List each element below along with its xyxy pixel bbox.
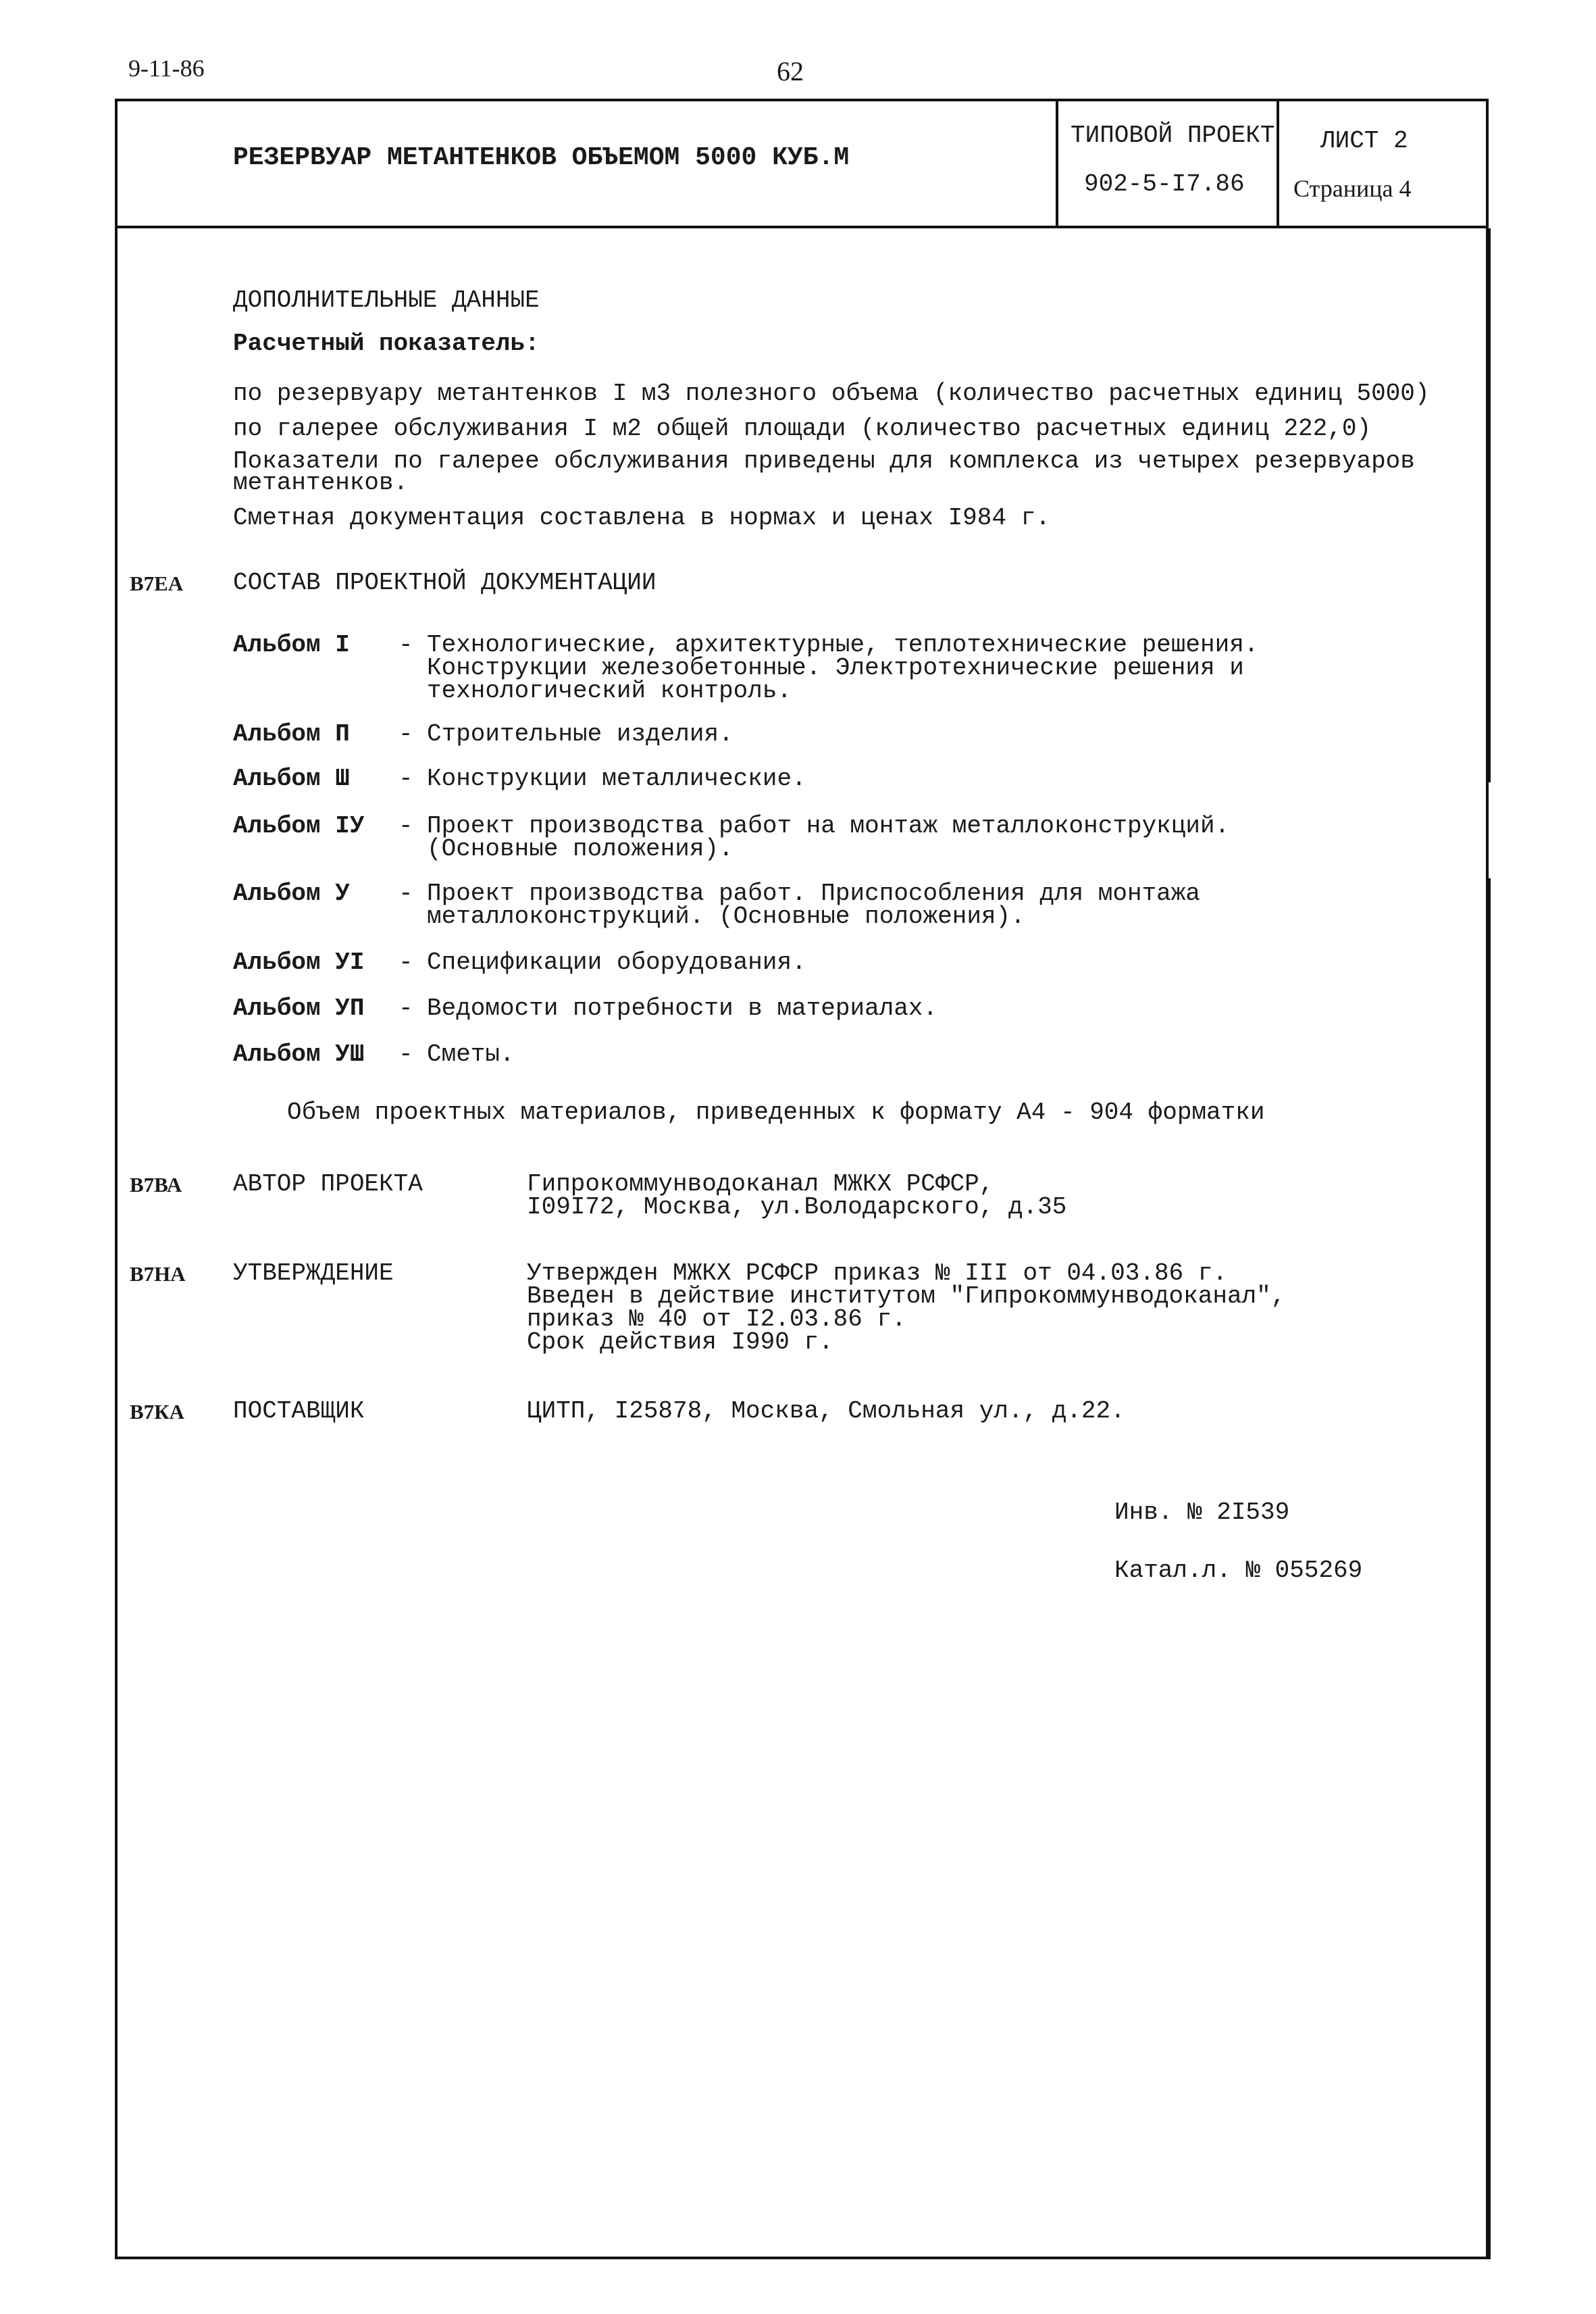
album-dash: - xyxy=(398,720,413,748)
additional-data-heading: ДОПОЛНИТЕЛЬНЫЕ ДАННЫЕ xyxy=(233,286,540,314)
composition-code: В7ЕА xyxy=(130,572,184,595)
album-dash: - xyxy=(398,995,413,1022)
album-description: Проект производства работ. Приспособления для монтажа металлоконструкций. (Основные положения). xyxy=(427,880,1200,930)
approval-label: УТВЕРЖДЕНИЕ xyxy=(233,1259,394,1287)
document-date: 9-11-86 xyxy=(128,55,205,82)
author-label: АВТОР ПРОЕКТА xyxy=(233,1170,423,1198)
album-dash: - xyxy=(398,880,413,907)
page-number: 62 xyxy=(777,56,804,86)
page-label: Страница 4 xyxy=(1293,175,1412,202)
inventory-number: Инв. № 2I539 xyxy=(1114,1499,1290,1526)
album-name: Альбом УШ xyxy=(233,1040,365,1068)
indicator-note-line-2: метантенков. xyxy=(233,469,409,497)
estimate-note: Сметная документация составлена в нормах и ценах I984 г. xyxy=(233,504,1050,532)
supplier-value: ЦИТП, I25878, Москва, Смольная ул., д.22. xyxy=(527,1397,1125,1425)
album-description: Сметы. xyxy=(427,1040,515,1068)
right-edge-mark-lower xyxy=(1486,878,1491,2259)
album-dash: - xyxy=(398,949,413,976)
album-name: Альбом УП xyxy=(233,995,365,1022)
sheet-label: ЛИСТ 2 xyxy=(1320,127,1408,155)
album-dash: - xyxy=(398,812,413,840)
indicator-label: Расчетный показатель: xyxy=(233,330,540,357)
header-column-divider-2 xyxy=(1277,99,1279,227)
album-name: Альбом I xyxy=(233,631,350,659)
project-number: 902-5-I7.86 xyxy=(1084,170,1245,198)
author-code: В7ВА xyxy=(130,1173,182,1197)
album-name: Альбом IУ xyxy=(233,812,365,840)
album-description: Ведомости потребности в материалах. xyxy=(427,995,938,1022)
composition-heading: СОСТАВ ПРОЕКТНОЙ ДОКУМЕНТАЦИИ xyxy=(233,569,657,597)
supplier-label: ПОСТАВЩИК xyxy=(233,1397,365,1425)
supplier-code: В7КА xyxy=(130,1400,185,1424)
document-title: РЕЗЕРВУАР МЕТАНТЕНКОВ ОБЪЕМОМ 5000 КУБ.М xyxy=(233,143,850,172)
right-edge-mark-upper xyxy=(1486,228,1491,782)
album-description: Спецификации оборудования. xyxy=(427,949,806,976)
approval-value: Утвержден МЖКХ РСФСР приказ № III от 04.03.86 г. Введен в действие институтом "Гипрокоммунводоканал", приказ № 40 от I2.03.86 г. Срок действия I990 г. xyxy=(527,1259,1286,1356)
indicator-line-1: по резервуару метантенков I м3 полезного объема (количество расчетных единиц 5000) xyxy=(233,380,1430,407)
album-description: Технологические, архитектурные, теплотехнические решения. Конструкции железобетонные. Электротехнические решения и технологический контроль. xyxy=(427,631,1259,705)
album-dash: - xyxy=(398,765,413,793)
album-dash: - xyxy=(398,631,413,659)
header-divider xyxy=(115,226,1489,228)
album-description: Проект производства работ на монтаж металлоконструкций. (Основные положения). xyxy=(427,812,1230,863)
album-name: Альбом УI xyxy=(233,949,365,976)
approval-code: В7НА xyxy=(130,1262,186,1286)
album-description: Конструкции металлические. xyxy=(427,765,806,793)
indicator-line-2: по галерее обслуживания I м2 общей площади (количество расчетных единиц 222,0) xyxy=(233,415,1372,443)
album-name: Альбом У xyxy=(233,880,350,907)
album-description: Строительные изделия. xyxy=(427,720,733,748)
project-label: ТИПОВОЙ ПРОЕКТ xyxy=(1071,122,1275,149)
album-name: Альбом П xyxy=(233,720,350,748)
volume-note: Объем проектных материалов, приведенных к формату А4 - 904 форматки xyxy=(287,1099,1265,1126)
author-value: Гипрокоммунводоканал МЖКХ РСФСР, I09I72, Москва, ул.Володарского, д.35 xyxy=(527,1170,1067,1221)
indicator-note-line-1: Показатели по галерее обслуживания приведены для комплекса из четырех резервуаров xyxy=(233,447,1415,475)
album-dash: - xyxy=(398,1040,413,1068)
header-column-divider-1 xyxy=(1056,99,1058,227)
album-name: Альбом Ш xyxy=(233,765,350,793)
catalog-number: Катал.л. № 055269 xyxy=(1114,1557,1363,1584)
